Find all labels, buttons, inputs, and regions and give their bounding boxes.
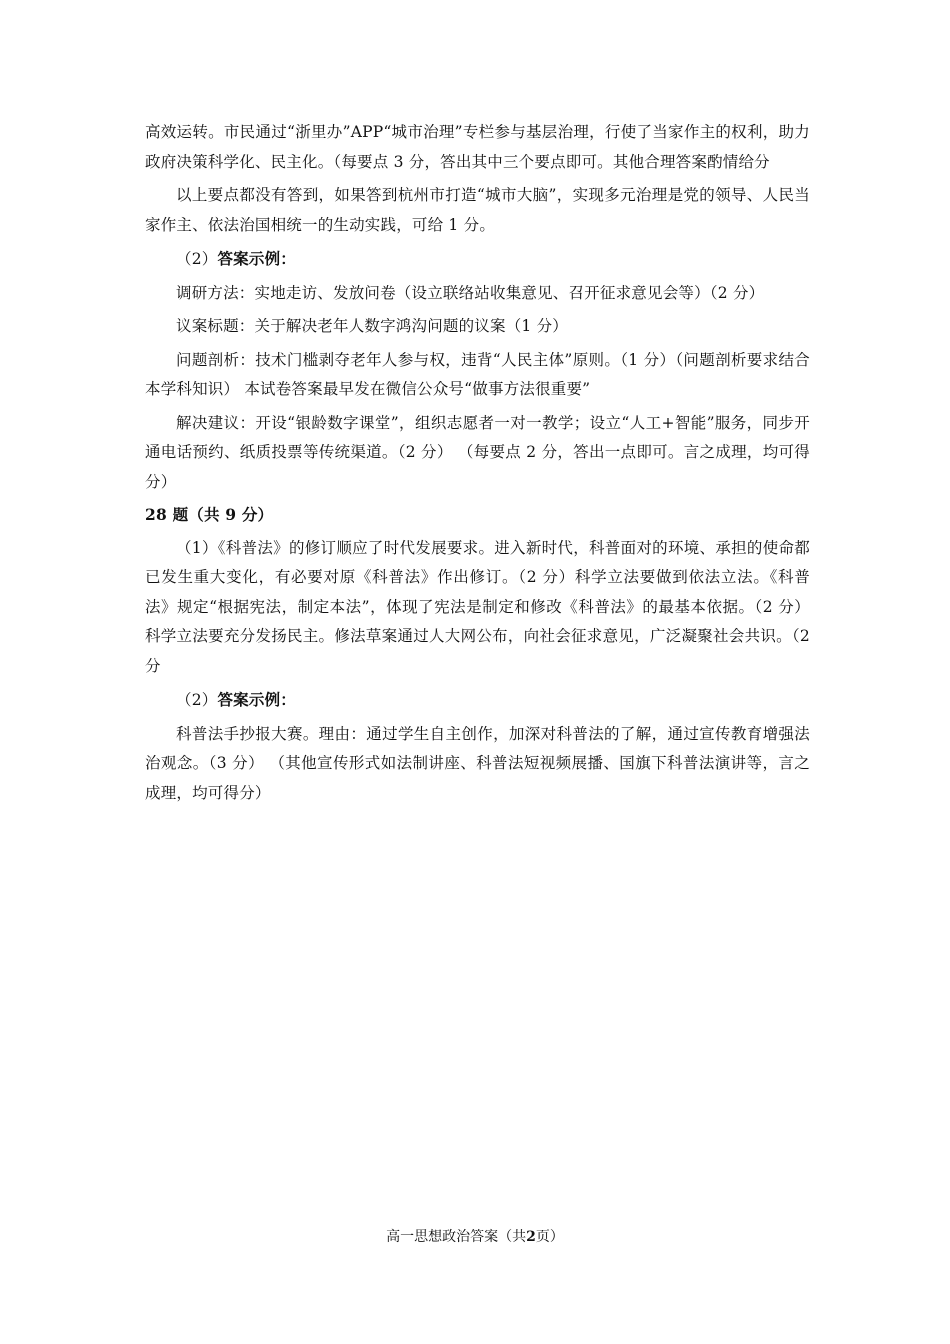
q27-bill-title: 议案标题：关于解决老年人数字鸿沟问题的议案（1 分） — [176, 317, 568, 335]
q27-part2-heading — [145, 244, 810, 275]
page-footer — [0, 1226, 950, 1246]
document-body — [145, 118, 810, 808]
q28-part2-prefix: （2） — [176, 691, 218, 709]
q27-paragraph-fallback: 以上要点都没有答到，如果答到杭州市打造“城市大脑”，实现多元治理是党的领导、人民当家作主、依法治国相统一的生动实践，可给 1 分。 — [145, 186, 810, 234]
q28-heading: 28 题（共 9 分） — [145, 505, 274, 524]
q27-research-method: 调研方法：实地走访、发放问卷（设立联络站收集意见、召开征求意见会等）（2 分） — [176, 283, 765, 302]
q28-part1: （1）《科普法》的修订顺应了时代发展要求。进入新时代，科普面对的环境、承担的使命都已发生重大变化，有必要对原《科普法》作出修订。（2 分）科学立法要做到依法立法。《科普法》规定“根据宪法，制定本法”，体现了宪法是制定和修改《科普法》的最基本依据。（2 分）科学立法要充分发扬民主。修法草案通过人大网公布，向社会征求意见，广泛凝聚社会共识。（2 分 — [145, 538, 810, 675]
q27-suggestion: 解决建议：开设“银龄数字课堂”，组织志愿者一对一教学；设立“人工+智能”服务，同步开通电话预约、纸质投票等传统渠道。（2 分） （每要点 2 分，答出一点即可。言之成理，均可得分） — [145, 413, 810, 491]
footer-suffix: 页） — [535, 1229, 564, 1245]
q28-part2-title: 答案示例： — [217, 690, 296, 709]
q28-part2-heading — [145, 685, 810, 716]
q27-part2-title: 答案示例： — [217, 249, 296, 268]
footer-page-count: 2 — [526, 1229, 536, 1245]
q27-part2-prefix: （2） — [176, 250, 218, 268]
q27-paragraph-continued: 高效运转。市民通过“浙里办”APP“城市治理”专栏参与基层治理，行使了当家作主的权利，助力政府决策科学化、民主化。（每要点 3 分，答出其中三个要点即可。其他合理答案酌情给分 — [145, 123, 810, 171]
q28-example: 科普法手抄报大赛。理由：通过学生自主创作，加深对科普法的了解，通过宣传教育增强法治观念。（3 分） （其他宣传形式如法制讲座、科普法短视频展播、国旗下科普法演讲等，言之成理，均可得分） — [145, 724, 810, 802]
footer-prefix: 高一思想政治答案（共 — [386, 1229, 527, 1245]
q27-problem-analysis: 问题剖析：技术门槛剥夺老年人参与权，违背“人民主体”原则。（1 分）（问题剖析要求结合本学科知识） 本试卷答案最早发在微信公众号“做事方法很重要” — [145, 350, 810, 398]
